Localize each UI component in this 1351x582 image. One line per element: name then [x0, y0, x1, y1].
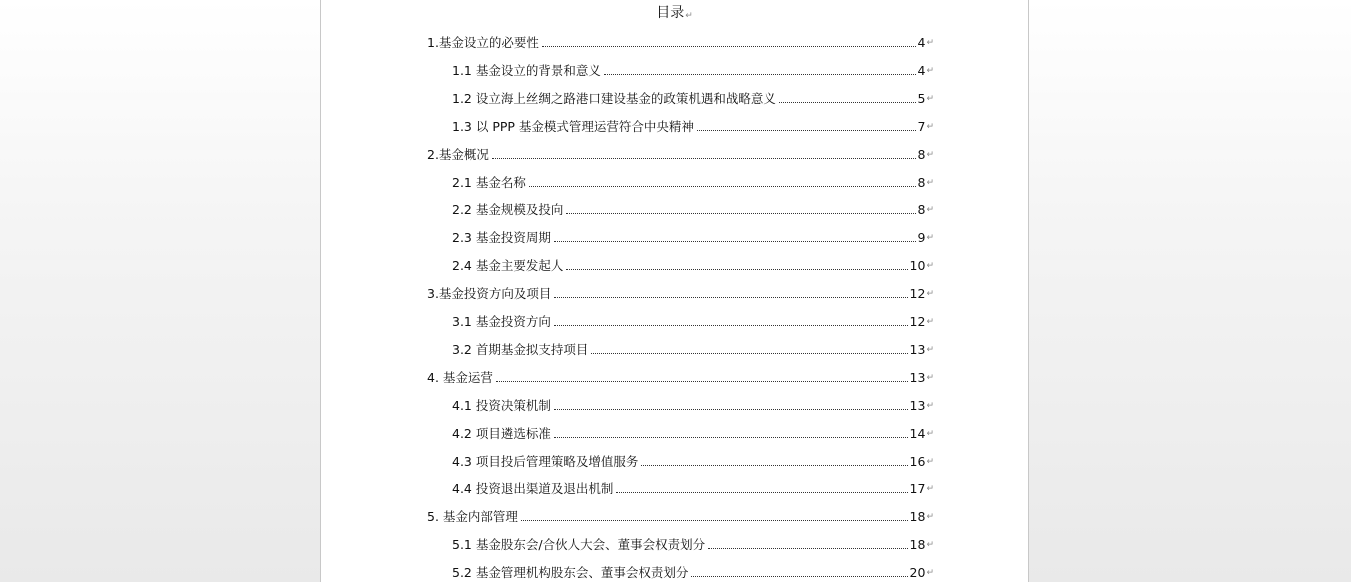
toc-entry[interactable]	[427, 143, 934, 163]
toc-dot-leader	[691, 575, 907, 577]
paragraph-mark-icon: ↵	[926, 65, 934, 76]
toc-entry-text: 2.4 基金主要发起人	[452, 258, 564, 274]
toc-entry[interactable]	[452, 477, 934, 497]
toc-entry[interactable]	[452, 198, 934, 218]
toc-entry-text: 3.2 首期基金拟支持项目	[452, 341, 589, 357]
toc-entry[interactable]	[452, 115, 934, 135]
toc-page-number: 8	[917, 202, 926, 218]
toc-entry-text: 1.基金设立的必要性	[427, 35, 539, 50]
toc-page-number: 10	[909, 258, 926, 274]
toc-dot-leader	[521, 519, 908, 521]
toc-entry[interactable]	[452, 533, 934, 553]
toc-title-text: 目录	[656, 5, 685, 21]
paragraph-mark-icon: ↵	[926, 428, 934, 439]
paragraph-mark-icon: ↵	[926, 149, 934, 160]
toc-page-number: 7	[917, 118, 926, 134]
toc-entry[interactable]	[452, 59, 934, 79]
toc-entry-text: 2.1 基金名称	[452, 174, 526, 190]
toc-entry[interactable]	[452, 450, 934, 470]
toc-dot-leader	[604, 73, 916, 75]
toc-page-number: 16	[909, 453, 926, 469]
toc-page-number: 8	[917, 146, 926, 162]
paragraph-mark-icon: ↵	[926, 289, 934, 300]
paragraph-mark-icon: ↵	[926, 233, 934, 244]
toc-entry-text: 5. 基金内部管理	[427, 509, 518, 525]
paragraph-mark-icon: ↵	[926, 261, 934, 272]
toc-entry[interactable]	[452, 87, 934, 107]
toc-entry-text: 5.2 基金管理机构股东会、董事会权责划分	[452, 565, 689, 581]
toc-title	[321, 3, 1028, 23]
toc-page-number: 13	[909, 397, 926, 413]
toc-entry-text: 5.1 基金股东会/合伙人大会、董事会权责划分	[452, 537, 706, 553]
toc-page-number: 4	[917, 35, 926, 50]
toc-dot-leader	[492, 157, 916, 159]
paragraph-mark-icon: ↵	[926, 121, 934, 132]
toc-dot-leader	[496, 380, 908, 382]
paragraph-mark-icon: ↵	[926, 93, 934, 104]
paragraph-mark-icon: ↵	[926, 540, 934, 551]
toc-dot-leader	[554, 240, 916, 242]
toc-dot-leader	[641, 464, 907, 466]
toc-page-number: 13	[909, 341, 926, 357]
paragraph-mark-icon: ↵	[926, 205, 934, 216]
toc-entry[interactable]	[427, 31, 934, 51]
toc-entry-text: 4.1 投资决策机制	[452, 397, 551, 413]
toc-dot-leader	[697, 129, 916, 131]
toc-page-number: 18	[909, 537, 926, 553]
toc-page-number: 12	[909, 314, 926, 329]
toc-page-number: 5	[917, 90, 926, 106]
toc-page-number: 9	[917, 230, 926, 246]
paragraph-mark-icon: ↵	[926, 568, 934, 579]
toc-dot-leader	[566, 212, 915, 214]
toc-dot-leader	[708, 547, 907, 549]
toc-dot-leader	[779, 101, 916, 103]
toc-entry[interactable]	[427, 505, 934, 525]
toc-entry[interactable]	[452, 254, 934, 274]
paragraph-mark-icon: ↵	[926, 484, 934, 495]
paragraph-mark-icon: ↵	[926, 317, 934, 327]
toc-dot-leader	[554, 436, 908, 438]
toc-entry-text: 1.1 基金设立的背景和意义	[452, 62, 601, 78]
toc-entry-text: 4.3 项目投后管理策略及增值服务	[452, 453, 639, 469]
toc-entry-text: 2.2 基金规模及投向	[452, 202, 564, 218]
paragraph-mark-icon: ↵	[926, 512, 934, 523]
paragraph-mark-icon: ↵	[926, 177, 934, 188]
toc-dot-leader	[566, 268, 907, 270]
toc-dot-leader	[591, 352, 907, 354]
paragraph-mark-icon: ↵	[926, 38, 934, 48]
toc-entry-text: 3.1 基金投资方向	[452, 314, 551, 329]
toc-entry[interactable]	[452, 226, 934, 246]
document-page[interactable]	[320, 0, 1029, 582]
toc-page-number: 20	[909, 565, 926, 581]
toc-entry[interactable]	[452, 561, 934, 581]
toc-page-number: 4	[917, 62, 926, 78]
toc-entry[interactable]	[452, 338, 934, 358]
toc-dot-leader	[554, 324, 908, 326]
toc-dot-leader	[554, 408, 908, 410]
toc-dot-leader	[542, 45, 916, 47]
toc-entry[interactable]	[452, 422, 934, 442]
toc-page-number: 18	[909, 509, 926, 525]
toc-entry[interactable]	[427, 366, 934, 386]
toc-page-number: 8	[917, 174, 926, 190]
toc-entry[interactable]	[427, 282, 934, 302]
toc-entry[interactable]	[452, 394, 934, 414]
toc-entry-text: 2.基金概况	[427, 146, 489, 162]
toc-page-number: 13	[909, 369, 926, 385]
paragraph-mark-icon: ↵	[685, 11, 693, 21]
toc-dot-leader	[616, 491, 907, 493]
toc-dot-leader	[554, 296, 907, 298]
toc-entry-text: 4. 基金运营	[427, 369, 493, 385]
toc-dot-leader	[529, 185, 916, 187]
paragraph-mark-icon: ↵	[926, 456, 934, 467]
toc-page-number: 17	[909, 481, 926, 497]
paragraph-mark-icon: ↵	[926, 344, 934, 355]
toc-entry[interactable]	[452, 171, 934, 191]
toc-entry-text: 4.2 项目遴选标准	[452, 425, 551, 441]
toc-entry-text: 1.3 以 PPP 基金模式管理运营符合中央精神	[452, 118, 694, 134]
toc-page-number: 12	[909, 286, 926, 302]
toc-entry[interactable]	[452, 310, 934, 330]
toc-entry-text: 4.4 投资退出渠道及退出机制	[452, 481, 614, 497]
paragraph-mark-icon: ↵	[926, 400, 934, 411]
paragraph-mark-icon: ↵	[926, 372, 934, 383]
toc-entry-text: 3.基金投资方向及项目	[427, 286, 552, 302]
toc-page-number: 14	[909, 425, 926, 441]
toc-entry-text: 2.3 基金投资周期	[452, 230, 551, 246]
toc-entry-text: 1.2 设立海上丝绸之路港口建设基金的政策机遇和战略意义	[452, 90, 776, 106]
